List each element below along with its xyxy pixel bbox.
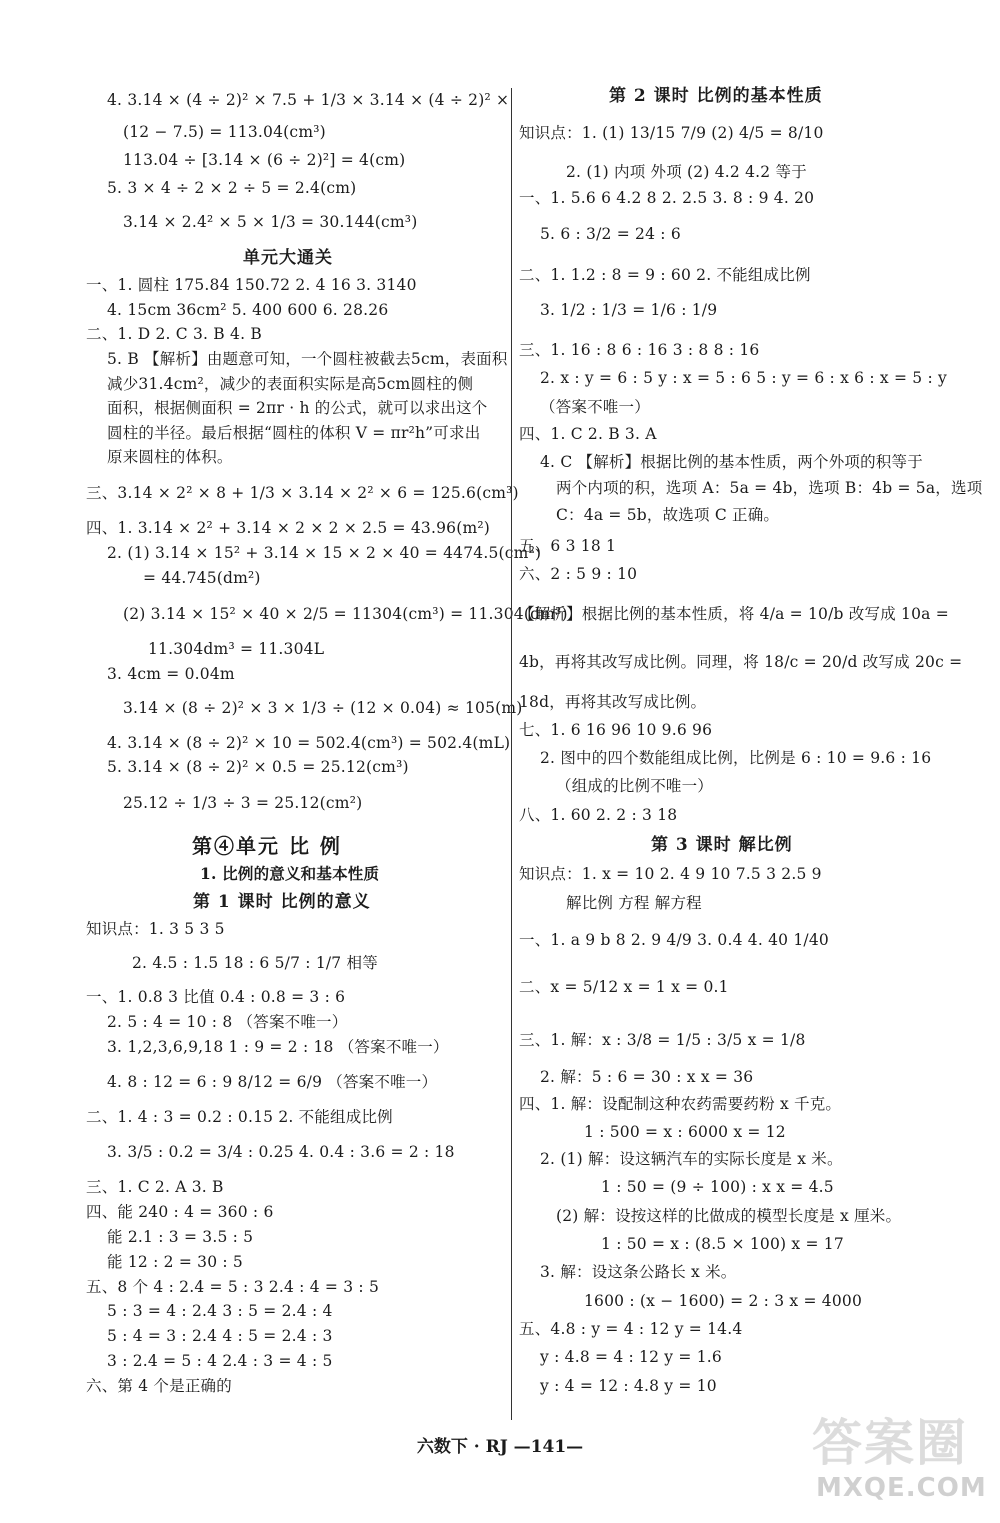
section-heading: 1. 比例的意义和基本性质 (200, 864, 380, 883)
answer-line: 2. (1) 解：设这辆汽车的实际长度是 x 米。 (540, 1150, 843, 1168)
answer-line: 1 : 50 = (9 ÷ 100) : x x = 4.5 (601, 1178, 834, 1196)
answer-line: 2. 解：5 : 6 = 30 : x x = 36 (540, 1068, 754, 1086)
answer-line: 三、1. 解：x : 3/8 = 1/5 : 3/5 x = 1/8 (519, 1031, 806, 1049)
answer-line: 3.14 × 2.4² × 5 × 1/3 = 30.144(cm³) (123, 213, 418, 231)
answer-line: 两个内项的积，选项 A：5a = 4b，选项 B：4b = 5a，选项 (556, 479, 983, 497)
answer-line: 3 : 2.4 = 5 : 4 2.4 : 3 = 4 : 5 (107, 1352, 333, 1370)
answer-line: 一、1. a 9 b 8 2. 9 4/9 3. 0.4 4. 40 1/40 (519, 931, 829, 949)
answer-line: 5 : 4 = 3 : 2.4 4 : 5 = 2.4 : 3 (107, 1327, 333, 1345)
answer-line: 一、1. 圆柱 175.84 150.72 2. 4 16 3. 3140 (86, 276, 417, 294)
answer-line: 1 : 500 = x : 6000 x = 12 (584, 1123, 786, 1141)
answer-line: = 44.745(dm²) (143, 569, 261, 587)
answer-line: 知识点：1. x = 10 2. 4 9 10 7.5 3 2.5 9 (519, 865, 822, 883)
answer-line: 2. 图中的四个数能组成比例，比例是 6 : 10 = 9.6 : 16 (540, 749, 932, 767)
answer-line: 五、4.8 : y = 4 : 12 y = 14.4 (519, 1320, 743, 1338)
watermark-logo-text: 答案圈 (812, 1414, 968, 1472)
answer-line: 知识点：1. 3 5 3 5 (86, 920, 225, 938)
answer-line: 一、1. 5.6 6 4.2 8 2. 2.5 3. 8 : 9 4. 20 (519, 189, 815, 207)
answer-line: 二、1. 1.2 : 8 = 9 : 60 2. 不能组成比例 (519, 266, 811, 284)
answer-line: 【解析】根据比例的基本性质，将 4/a = 10/b 改写成 10a = (519, 605, 949, 623)
answer-line: 4. 8 : 12 = 6 : 9 8/12 = 6/9 （答案不唯一） (107, 1073, 438, 1091)
answer-line: 三、3.14 × 2² × 8 + 1/3 × 3.14 × 2² × 6 = 125.6(cm³) (86, 484, 519, 502)
answer-line: 1 : 50 = x : (8.5 × 100) x = 17 (601, 1235, 844, 1253)
answer-line: 五、8 个 4 : 2.4 = 5 : 3 2.4 : 4 = 3 : 5 (86, 1278, 379, 1296)
answer-line: 4. C 【解析】根据比例的基本性质，两个外项的积等于 (540, 453, 923, 471)
answer-line: 原来圆柱的体积。 (107, 448, 233, 466)
answer-line: 三、1. 16 : 8 6 : 16 3 : 8 8 : 16 (519, 341, 760, 359)
answer-line: 4b，再将其改写成比例。同理，将 18/c = 20/d 改写成 20c = (519, 653, 963, 671)
answer-line: 减少31.4cm²，减少的表面积实际是高5cm圆柱的侧 (107, 375, 474, 393)
section-heading: 第 1 课时 比例的意义 (193, 892, 371, 912)
answer-line: 七、1. 6 16 96 10 9.6 96 (519, 721, 713, 739)
answer-line: （答案不唯一） (540, 398, 650, 416)
answer-line: 5 : 3 = 4 : 2.4 3 : 5 = 2.4 : 4 (107, 1302, 333, 1320)
answer-line: 五、6 3 18 1 (519, 537, 617, 555)
answer-line: 5. 6 : 3/2 = 24 : 6 (540, 225, 681, 243)
answer-line: 二、1. 4 : 3 = 0.2 : 0.15 2. 不能组成比例 (86, 1108, 393, 1126)
answer-line: 2. (1) 内项 外项 (2) 4.2 4.2 等于 (566, 163, 807, 181)
answer-line: 四、1. 解：设配制这种农药需要药粉 x 千克。 (519, 1095, 842, 1113)
answer-line: y : 4 = 12 : 4.8 y = 10 (540, 1377, 717, 1395)
answer-line: y : 4.8 = 4 : 12 y = 1.6 (540, 1348, 722, 1366)
section-heading: 第 3 课时 解比例 (651, 835, 793, 855)
answer-line: 1600 : (x − 1600) = 2 : 3 x = 4000 (584, 1292, 863, 1310)
answer-line: 3. 3/5 : 0.2 = 3/4 : 0.25 4. 0.4 : 3.6 = 2 : 18 (107, 1143, 455, 1161)
answer-line: 四、1. 3.14 × 2² + 3.14 × 2 × 2 × 2.5 = 43.96(m²) (86, 519, 491, 537)
answer-line: 4. 15cm 36cm² 5. 400 600 6. 28.26 (107, 301, 389, 319)
answer-line: 四、1. C 2. B 3. A (519, 425, 657, 443)
answer-line: 5. 3 × 4 ÷ 2 × 2 ÷ 5 = 2.4(cm) (107, 179, 357, 197)
answer-line: 2. x : y = 6 : 5 y : x = 5 : 6 5 : y = 6 : x 6 : x = 5 : y (540, 369, 947, 387)
answer-line: (2) 解：设按这样的比做成的模型长度是 x 厘米。 (556, 1207, 902, 1225)
answer-line: 4. 3.14 × (4 ÷ 2)² × 7.5 + 1/3 × 3.14 × (4 ÷ 2)² × (107, 91, 510, 109)
answer-line: 5. B 【解析】由题意可知，一个圆柱被截去5cm，表面积 (107, 350, 508, 368)
answer-line: 113.04 ÷ [3.14 × (6 ÷ 2)²] = 4(cm) (123, 151, 406, 169)
answer-line: 25.12 ÷ 1/3 ÷ 3 = 25.12(cm²) (123, 794, 363, 812)
answer-line: 11.304dm³ = 11.304L (148, 640, 325, 658)
answer-line: 一、1. 0.8 3 比值 0.4 : 0.8 = 3 : 6 (86, 988, 346, 1006)
section-heading: 第④单元 比 例 (192, 834, 342, 858)
answer-line: 圆柱的半径。最后根据“圆柱的体积 V = πr²h”可求出 (107, 424, 481, 442)
section-heading: 单元大通关 (243, 248, 333, 268)
answer-line: 3. 1,2,3,6,9,18 1 : 9 = 2 : 18 （答案不唯一） (107, 1038, 449, 1056)
answer-line: 能 2.1 : 3 = 3.5 : 5 (107, 1228, 254, 1246)
watermark-url: MXQE.COM (816, 1473, 987, 1503)
answer-line: 2. (1) 3.14 × 15² + 3.14 × 15 × 2 × 40 = 4474.5(cm²) (107, 544, 542, 562)
answer-line: 知识点：1. (1) 13/15 7/9 (2) 4/5 = 8/10 (519, 124, 824, 142)
page-footer: 六数下 · RJ —141— (416, 1437, 584, 1457)
answer-line: 18d，再将其改写成比例。 (519, 693, 707, 711)
answer-line: 六、2 : 5 9 : 10 (519, 565, 638, 583)
answer-line: 2. 4.5 : 1.5 18 : 6 5/7 : 1/7 相等 (132, 954, 378, 972)
answer-line: 能 12 : 2 = 30 : 5 (107, 1253, 243, 1271)
watermark (812, 1403, 987, 1513)
answer-line: 二、x = 5/12 x = 1 x = 0.1 (519, 978, 729, 996)
answer-line: 四、能 240 : 4 = 360 : 6 (86, 1203, 274, 1221)
answer-line: 3.14 × (8 ÷ 2)² × 3 × 1/3 ÷ (12 × 0.04) ≈ 105(m) (123, 699, 523, 717)
answer-line: 3. 4cm = 0.04m (107, 665, 235, 683)
answer-line: 3. 解：设这条公路长 x 米。 (540, 1263, 737, 1281)
answer-line: C：4a = 5b，故选项 C 正确。 (556, 506, 780, 524)
answer-line: 八、1. 60 2. 2 : 3 18 (519, 806, 678, 824)
column-divider (511, 88, 512, 1420)
section-heading: 第 2 课时 比例的基本性质 (609, 86, 823, 106)
answer-line: 2. 5 : 4 = 10 : 8 （答案不唯一） (107, 1013, 348, 1031)
answer-line: 六、第 4 个是正确的 (86, 1377, 232, 1395)
answer-line: 3. 1/2 : 1/3 = 1/6 : 1/9 (540, 301, 718, 319)
answer-line: 5. 3.14 × (8 ÷ 2)² × 0.5 = 25.12(cm³) (107, 758, 409, 776)
answer-line: （组成的比例不唯一） (556, 777, 714, 795)
answer-line: 三、1. C 2. A 3. B (86, 1178, 224, 1196)
answer-line: 解比例 方程 解方程 (566, 894, 702, 912)
answer-line: (2) 3.14 × 15² × 40 × 2/5 = 11304(cm³) = 11.304(dm³) (123, 605, 568, 623)
answer-line: 二、1. D 2. C 3. B 4. B (86, 325, 262, 343)
answer-line: (12 − 7.5) = 113.04(cm³) (123, 123, 326, 141)
answer-line: 面积，根据侧面积 = 2πr · h 的公式，就可以求出这个 (107, 399, 488, 417)
answer-line: 4. 3.14 × (8 ÷ 2)² × 10 = 502.4(cm³) = 502.4(mL) (107, 734, 511, 752)
